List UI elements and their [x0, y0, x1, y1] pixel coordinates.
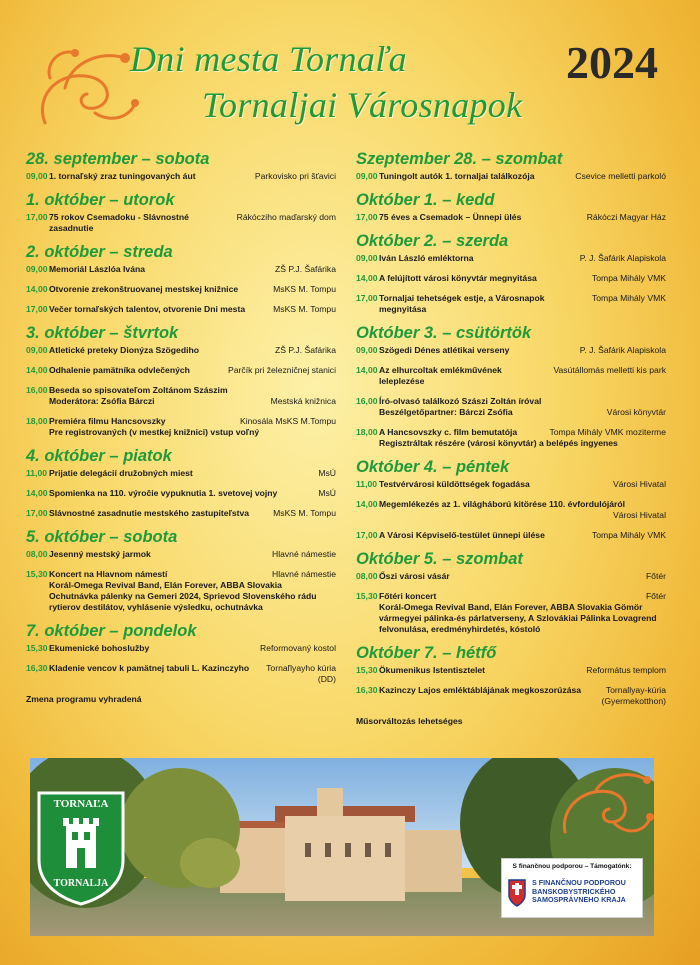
sponsor-title: S finančnou podporou – Támogatónk:	[512, 863, 632, 870]
event-time: 08,00	[26, 549, 48, 559]
program-column-hu	[350, 150, 666, 726]
event-place-2: Városi Hivatal	[612, 510, 666, 520]
event-time: 14,00	[26, 284, 48, 294]
event-title: Őszi városi vásár	[379, 571, 450, 581]
event-place: Tompa Mihály VMK	[591, 293, 666, 303]
event-place: Főtér	[645, 571, 666, 581]
event-item	[350, 427, 666, 449]
event-time: 11,00	[356, 479, 378, 489]
event-title: Atletické preteky Dionýza Szögediho	[49, 345, 199, 355]
event-place: ZŠ P.J. Šafárika	[275, 264, 336, 274]
day-heading: Október 3. – csütörtök	[356, 324, 532, 342]
event-title: Író-olvasó találkozó Szászi Zoltán íróval	[379, 396, 542, 406]
event-title: 75 éves a Csemadok – Ünnepi ülés	[379, 212, 522, 222]
sponsor-text	[532, 879, 626, 905]
event-place: Tompa Mihály VMK	[591, 530, 666, 540]
day-heading: Október 1. – kedd	[356, 191, 495, 209]
event-item	[20, 488, 336, 499]
event-place: MsKS M. Tompu	[273, 284, 336, 294]
event-place: Tompa Mihály VMK moziterme	[549, 427, 666, 437]
day-heading: 5. október – sobota	[26, 528, 178, 546]
event-time: 08,00	[356, 571, 378, 581]
event-place-2: (Gyermekotthon)	[601, 696, 666, 706]
event-title: Az elhurcoltak emlékművének leleplezése	[379, 365, 502, 386]
event-place-2: Mestská knižnica	[270, 396, 336, 406]
event-place: Tompa Mihály VMK	[591, 273, 666, 283]
day-block	[20, 447, 336, 519]
event-title: Koncert na Hlavnom námestí	[49, 569, 168, 579]
day-heading: 28. september – sobota	[26, 150, 210, 168]
event-item	[350, 171, 666, 182]
event-place	[332, 385, 336, 396]
event-item	[350, 365, 666, 387]
event-place-2: Városi könyvtár	[606, 407, 666, 417]
event-title: A Városi Képviselő-testület ünnepi ülése	[379, 530, 545, 540]
event-place-2: (DD)	[317, 674, 336, 684]
program-change-note: Műsorváltozás lehetséges	[356, 716, 463, 726]
event-time: 09,00	[26, 264, 48, 274]
event-time: 15,30	[26, 643, 48, 653]
day-block	[350, 191, 666, 223]
ornament-swirl-icon	[25, 28, 145, 138]
year-label: 2024	[566, 37, 658, 88]
event-place: Reformovaný kostol	[260, 643, 336, 653]
event-item	[20, 365, 336, 376]
event-item	[350, 499, 666, 521]
event-title: A felújított városi könyvtár megnyitása	[379, 273, 537, 283]
event-subtitle: Moderátora: Zsófia Bárczi	[49, 396, 155, 406]
program-change-note: Zmena programu vyhradená	[26, 694, 142, 704]
sponsor-line-1: S FINANČNOU PODPOROU	[532, 878, 626, 887]
event-title: 1. tornaľský zraz tuningovaných áut	[49, 171, 196, 181]
event-title: Ökumenikus Istentisztelet	[379, 665, 486, 675]
crest-bottom-text: TORNALJA	[53, 878, 109, 889]
event-place: P. J. Šafárik Alapiskola	[579, 253, 666, 263]
event-title: Večer tornaľských talentov, otvorenie Dni mesta	[49, 304, 246, 314]
event-title: Ekumenické bohoslužby	[49, 643, 150, 653]
event-place: Parčík pri železničnej stanici	[228, 365, 336, 375]
event-time: 09,00	[356, 253, 378, 263]
event-item	[20, 416, 336, 438]
event-item	[20, 569, 336, 613]
event-time: 15,30	[356, 591, 378, 601]
event-item	[20, 468, 336, 479]
event-place-2	[662, 438, 666, 449]
event-time: 09,00	[356, 171, 378, 181]
event-item	[350, 479, 666, 490]
event-place: Hlavné námestie	[271, 549, 336, 559]
event-title: Tuningolt autók 1. tornaljai találkozója	[379, 171, 535, 181]
day-block	[350, 644, 666, 707]
day-block	[350, 550, 666, 635]
event-time: 14,00	[26, 365, 48, 375]
sponsor-line-3: SAMOSPRÁVNEHO KRAJA	[532, 895, 626, 904]
event-place: Rákócziho maďarský dom	[236, 212, 336, 222]
event-item	[350, 345, 666, 356]
event-item	[20, 345, 336, 356]
day-block	[350, 324, 666, 449]
day-heading: 2. október – streda	[26, 243, 173, 261]
event-title: Tornaljai tehetségek estje, a Városnapok megnyitása	[379, 293, 545, 314]
event-time: 16,30	[356, 685, 378, 695]
event-place	[662, 396, 666, 407]
event-place: Rákóczi Magyar Ház	[586, 212, 666, 222]
event-time: 09,00	[26, 345, 48, 355]
event-time: 16,00	[356, 396, 378, 406]
event-item	[20, 549, 336, 560]
day-heading: 3. október – štvrtok	[26, 324, 179, 342]
event-title: Testvérvárosi küldöttségek fogadása	[379, 479, 530, 489]
event-subtitle: Regisztráltak részére (városi könyvtár) a belépés ingyenes	[379, 438, 618, 448]
event-item	[20, 304, 336, 315]
day-block	[20, 243, 336, 315]
event-place: Református templom	[586, 665, 666, 675]
day-block	[350, 232, 666, 315]
event-place: MsKS M. Tompu	[273, 508, 336, 518]
page-title-hu: Tornaljai Városnapok	[202, 85, 523, 125]
event-title: Kladenie vencov k pamätnej tabuli L. Kazinczyho	[49, 663, 250, 673]
event-item	[20, 212, 336, 234]
event-item	[350, 665, 666, 676]
event-item	[350, 685, 666, 707]
event-place: Tornallyay-kúria	[605, 685, 666, 695]
event-time: 15,30	[26, 569, 48, 579]
day-heading: 1. október – utorok	[26, 191, 175, 209]
event-title: Iván László emléktorna	[379, 253, 474, 263]
event-item	[350, 396, 666, 418]
event-title: Memoriál Lászlóa Ivána	[49, 264, 145, 274]
ornament-swirl-icon-2	[555, 762, 655, 847]
event-place: Vasútállomás melletti kis park	[553, 365, 666, 375]
event-time: 09,00	[26, 171, 48, 181]
day-block	[20, 150, 336, 182]
event-title: Jesenný mestský jarmok	[49, 549, 151, 559]
event-time: 14,00	[356, 365, 378, 375]
event-subtitle: Korál-Omega Revival Band, Elán Forever, ABBA Slovakia Ochutnávka pálenky na Gemeri 2024, Sprievod Slovenského rádu rytierov destilátov, vyhlásenie výsledku, ochutnávka	[49, 580, 317, 612]
event-time: 14,00	[356, 499, 378, 509]
day-block	[350, 458, 666, 541]
event-place	[662, 499, 666, 510]
event-item	[20, 385, 336, 407]
event-title: A Hancsovszky c. film bemutatója	[379, 427, 518, 437]
day-heading: 4. október – piatok	[26, 447, 172, 465]
event-item	[350, 253, 666, 264]
event-place-2	[332, 580, 336, 613]
day-block	[20, 622, 336, 685]
event-time: 17,00	[26, 304, 48, 314]
event-item	[350, 212, 666, 223]
event-item	[350, 530, 666, 541]
event-title: Szögedi Dénes atlétikai verseny	[379, 345, 510, 355]
day-block	[350, 150, 666, 182]
event-title: Otvorenie zrekonštruovanej mestskej knižnice	[49, 284, 239, 294]
event-title: Premiéra filmu Hancsovszky	[49, 416, 166, 426]
event-place: Főtér	[645, 591, 666, 601]
event-title: Kazinczy Lajos emléktáblájának megkoszorúzása	[379, 685, 582, 695]
event-subtitle: Beszélgetőpartner: Bárczi Zsófia	[379, 407, 513, 417]
event-item	[20, 171, 336, 182]
event-time: 16,30	[26, 663, 48, 673]
event-title: Slávnostné zasadnutie mestského zastupiteľstva	[49, 508, 250, 518]
day-heading: Október 4. – péntek	[356, 458, 510, 476]
sponsor-box	[501, 858, 643, 918]
event-title: Megemlékezés az 1. világháború kitörése 110. évfordulójáról	[379, 499, 625, 509]
day-heading: Október 2. – szerda	[356, 232, 509, 250]
event-item	[350, 293, 666, 315]
event-time: 14,00	[26, 488, 48, 498]
event-time: 17,00	[356, 293, 378, 303]
event-place: P. J. Šafárik Alapiskola	[579, 345, 666, 355]
event-item	[20, 508, 336, 519]
event-place: MsÚ	[318, 468, 336, 478]
event-time: 09,00	[356, 345, 378, 355]
event-place: Tornaľlyayho kúria	[266, 663, 336, 673]
event-item	[20, 663, 336, 685]
day-heading: Október 5. – szombat	[356, 550, 523, 568]
event-place: ZŠ P.J. Šafárika	[275, 345, 336, 355]
event-time: 17,00	[26, 212, 48, 222]
event-time: 14,00	[356, 273, 378, 283]
event-place: Parkovisko pri šťavici	[254, 171, 336, 181]
event-time: 18,00	[26, 416, 48, 426]
sponsor-line-2: BANSKOBYSTRICKÉHO	[532, 886, 616, 896]
day-block	[20, 528, 336, 613]
event-time: 17,00	[26, 508, 48, 518]
event-subtitle: Korál-Omega Revival Band, Elán Forever, ABBA Slovakia Gömör vármegyei pálinka-és párlatverseny, A Szlovákiai Pálinka Lovagrend felvonulása, eredményhirdetés, kóstoló	[379, 602, 657, 634]
event-title: Beseda so spisovateľom Zoltánom Szászim	[49, 385, 228, 395]
event-time: 11,00	[26, 468, 48, 478]
event-title: Prijatie delegácií družobných miest	[49, 468, 193, 478]
event-place: Csevice melletti parkoló	[575, 171, 666, 181]
event-item	[20, 264, 336, 275]
event-place: Városi Hivatal	[612, 479, 666, 489]
page-title-sk: Dni mesta Tornaľa	[130, 39, 407, 79]
event-time: 17,00	[356, 212, 378, 222]
event-time: 17,00	[356, 530, 378, 540]
day-heading: Szeptember 28. – szombat	[356, 150, 563, 168]
event-place-2	[662, 602, 666, 635]
event-place: Kinosála MsKS M.Tompu	[240, 416, 336, 426]
event-title: Odhalenie pamätníka odvlečených	[49, 365, 190, 375]
bbsk-logo-icon	[508, 879, 526, 907]
event-place-2	[332, 427, 336, 438]
event-item	[20, 284, 336, 295]
event-time: 18,00	[356, 427, 378, 437]
day-block	[20, 324, 336, 438]
event-item	[350, 591, 666, 635]
event-place: MsKS M. Tompu	[273, 304, 336, 314]
event-item	[20, 643, 336, 654]
program-column-sk	[20, 150, 336, 704]
event-time: 16,00	[26, 385, 48, 395]
day-heading: 7. október – pondelok	[26, 622, 197, 640]
town-crest-icon	[36, 790, 126, 906]
event-item	[350, 571, 666, 582]
day-heading: Október 7. – hétfő	[356, 644, 497, 662]
crest-top-text: TORNAĽA	[53, 798, 109, 810]
event-item	[350, 273, 666, 284]
day-block	[20, 191, 336, 234]
event-time: 15,30	[356, 665, 378, 675]
event-place: MsÚ	[318, 488, 336, 498]
event-subtitle: Pre registrovaných (v mestkej knižnici) vstup voľný	[49, 427, 260, 437]
event-title: Főtéri koncert	[379, 591, 437, 601]
event-title: Spomienka na 110. výročie vypuknutia 1. svetovej vojny	[49, 488, 278, 498]
event-title: 75 rokov Csemadoku - Slávnostné zasadnutie	[49, 212, 189, 233]
event-place: Hlavné námestie	[271, 569, 336, 579]
